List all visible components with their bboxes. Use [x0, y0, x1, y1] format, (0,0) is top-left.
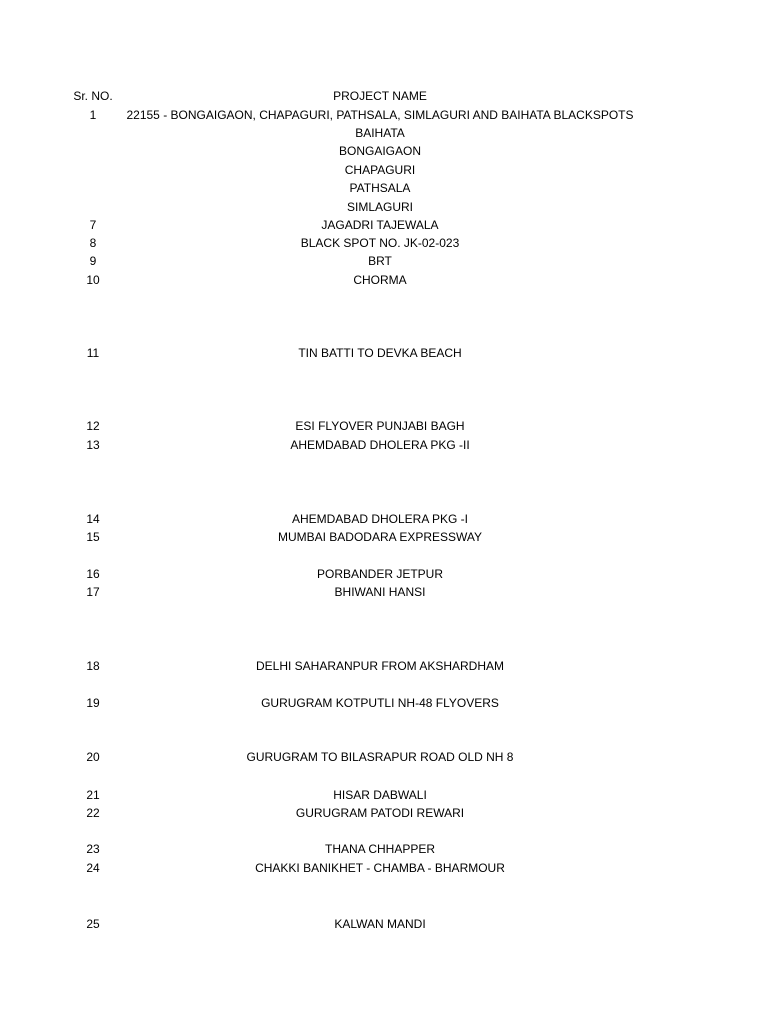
table-row — [0, 528, 768, 546]
table-row — [0, 436, 768, 454]
project-name-cell: MUMBAI BADODARA EXPRESSWAY — [277, 530, 483, 544]
table-row — [0, 344, 768, 362]
table-row — [0, 142, 768, 160]
project-name-cell: 22155 - BONGAIGAON, CHAPAGURI, PATHSALA, SIMLAGURI AND BAIHATA BLACKSPOTS — [126, 108, 634, 122]
project-name-cell: TIN BATTI TO DEVKA BEACH — [298, 346, 462, 360]
sr-no-cell: 16 — [86, 567, 100, 581]
table-row — [0, 510, 768, 528]
project-name-cell: AHEMDABAD DHOLERA PKG -I — [291, 512, 469, 526]
table-row — [0, 179, 768, 197]
table-row — [0, 804, 768, 822]
sr-no-header: Sr. NO. — [73, 89, 113, 103]
project-name-cell: BHIWANI HANSI — [334, 585, 426, 599]
project-name-cell: KALWAN MANDI — [334, 917, 426, 931]
table-row — [0, 583, 768, 601]
table-row — [0, 694, 768, 712]
project-name-cell: BONGAIGAON — [338, 144, 421, 158]
project-name-cell: CHORMA — [353, 273, 407, 287]
table-row — [0, 106, 768, 124]
project-name-cell: JAGADRI TAJEWALA — [321, 218, 439, 232]
project-name-cell: AHEMDABAD DHOLERA PKG -II — [290, 438, 470, 452]
project-name-cell: GURUGRAM TO BILASRAPUR ROAD OLD NH 8 — [246, 750, 514, 764]
project-name-header: PROJECT NAME — [333, 89, 427, 103]
table-row — [0, 216, 768, 234]
project-name-cell: THANA CHHAPPER — [324, 842, 436, 856]
sr-no-cell: 12 — [86, 419, 100, 433]
table-row — [0, 748, 768, 766]
sr-no-cell: 18 — [86, 659, 100, 673]
table-row — [0, 161, 768, 179]
sr-no-cell: 22 — [86, 806, 100, 820]
sr-no-cell: 14 — [86, 512, 100, 526]
table-row — [0, 786, 768, 804]
sr-no-cell: 25 — [86, 917, 100, 931]
table-row — [0, 198, 768, 216]
table-row — [0, 417, 768, 435]
table-row — [0, 565, 768, 583]
project-name-cell: BRT — [368, 254, 392, 268]
project-name-cell: GURUGRAM KOTPUTLI NH-48 FLYOVERS — [261, 696, 499, 710]
table-row — [0, 271, 768, 289]
sr-no-cell: 1 — [89, 108, 97, 122]
table-row — [0, 859, 768, 877]
sr-no-cell: 9 — [89, 254, 97, 268]
table-row — [0, 234, 768, 252]
sr-no-cell: 24 — [86, 861, 100, 875]
project-name-cell: PATHSALA — [349, 181, 411, 195]
sr-no-cell: 20 — [86, 750, 100, 764]
sr-no-cell: 11 — [86, 346, 100, 360]
sr-no-cell: 10 — [86, 273, 100, 287]
table-row — [0, 252, 768, 270]
sr-no-cell: 8 — [89, 236, 97, 250]
project-name-cell: BLACK SPOT NO. JK-02-023 — [300, 236, 460, 250]
project-name-cell: BAIHATA — [355, 126, 405, 140]
table-row — [0, 124, 768, 142]
project-name-cell: SIMLAGURI — [346, 200, 413, 214]
sr-no-cell: 15 — [86, 530, 100, 544]
project-name-cell: CHAKKI BANIKHET - CHAMBA - BHARMOUR — [255, 861, 505, 875]
table-row — [0, 657, 768, 675]
header-row — [0, 87, 768, 105]
project-name-cell: HISAR DABWALI — [333, 788, 427, 802]
table-row — [0, 840, 768, 858]
sr-no-cell: 17 — [86, 585, 100, 599]
project-name-cell: PORBANDER JETPUR — [316, 567, 444, 581]
project-name-cell: GURUGRAM PATODI REWARI — [295, 806, 465, 820]
project-name-cell: DELHI SAHARANPUR FROM AKSHARDHAM — [255, 659, 505, 673]
sr-no-cell: 7 — [89, 218, 97, 232]
project-name-cell: CHAPAGURI — [344, 163, 416, 177]
sr-no-cell: 19 — [86, 696, 100, 710]
table-row — [0, 915, 768, 933]
sr-no-cell: 13 — [86, 438, 100, 452]
sr-no-cell: 21 — [86, 788, 100, 802]
project-name-cell: ESI FLYOVER PUNJABI BAGH — [295, 419, 465, 433]
sr-no-cell: 23 — [86, 842, 100, 856]
